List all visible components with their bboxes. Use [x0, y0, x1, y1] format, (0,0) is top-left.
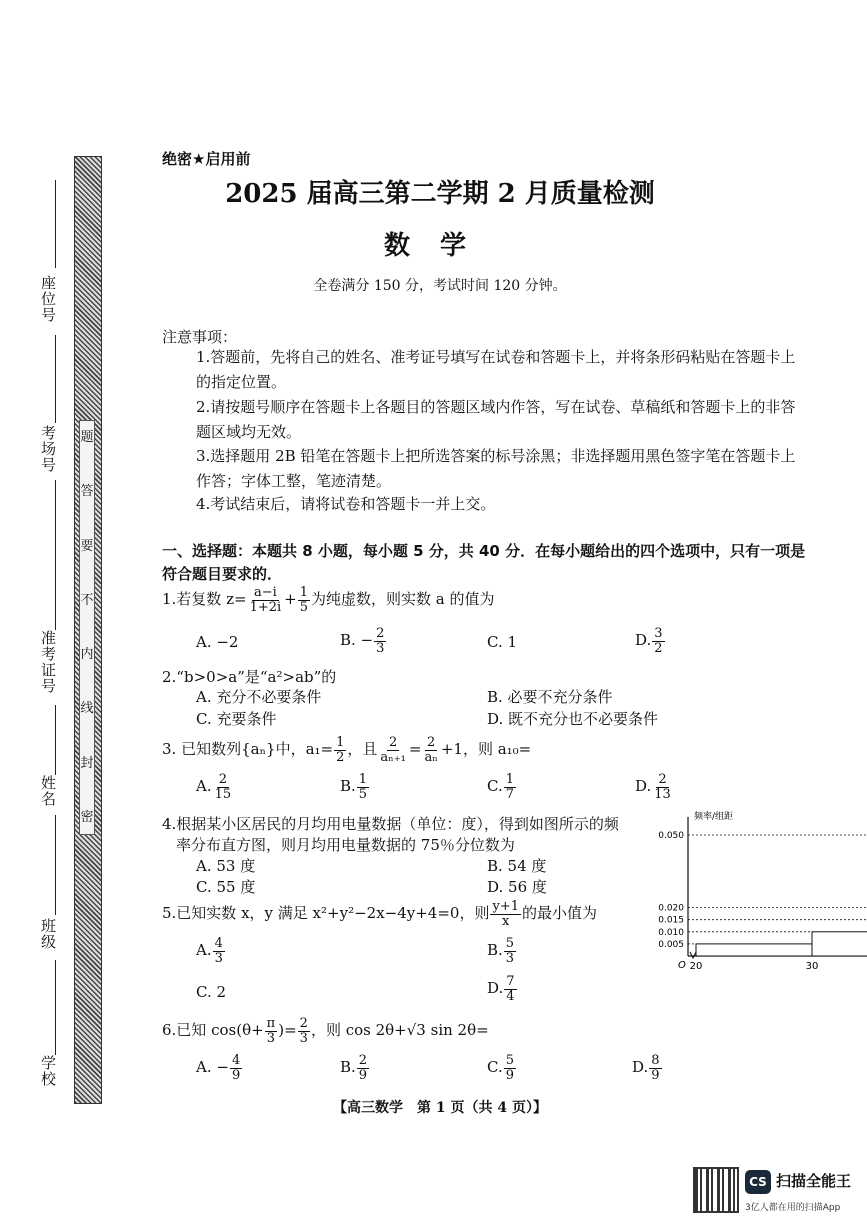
seal-char: 要 — [80, 538, 94, 554]
question-3: 3. 已知数列{aₙ}中，a₁= $\frac{1}{2}$ ，且 $\frac{2}{\text{aₙ₊₁}}$ = $\frac{2}{\text{aₙ}}$ +1，则 a₁₀= — [162, 735, 532, 765]
seal-notice — [79, 420, 95, 835]
histogram-bar — [696, 944, 812, 956]
option-a[interactable]: A. 53 度 — [196, 857, 256, 875]
seal-char: 线 — [80, 701, 94, 717]
option-d[interactable]: D. $\frac{7}{4}$ — [487, 974, 515, 1004]
question-1: 1.若复数 z= $\frac{a-i}{1+2i}$ + $\frac{1}{5}$ 为纯虚数，则实数 a 的值为 — [162, 585, 495, 615]
option-b[interactable]: B. $\frac{2}{9}$ — [340, 1053, 368, 1083]
scanner-tagline: 3亿人都在用的扫描App — [745, 1203, 841, 1213]
school-label: 学校 — [39, 1055, 57, 1087]
name-label: 姓名 — [39, 775, 57, 807]
ticket-number-label: 准考证号 — [39, 630, 57, 694]
option-a[interactable]: A. 充分不必要条件 — [196, 688, 322, 706]
y-tick-label: 0.020 — [658, 903, 684, 914]
class-label: 班级 — [39, 918, 57, 950]
option-c[interactable]: C. 充要条件 — [196, 710, 277, 728]
seat-room-line — [55, 335, 56, 423]
seal-char: 内 — [80, 647, 94, 663]
histogram-bar — [812, 932, 867, 956]
page-footer: 【高三数学 第 1 页（共 4 页）】 — [333, 1100, 547, 1116]
note-item: 3.选择题用 2B 铅笔在答题卡上把所选答案的标号涂黑；非选择题用黑色签字笔在答题卡上作答；字体工整，笔迹清楚。 — [196, 447, 796, 490]
seal-char: 题 — [80, 430, 94, 445]
note-item: 2.请按题号顺序在答题卡上各题目的答题区域内作答，写在试卷、草稿纸和答题卡上的非答题区域均无效。 — [196, 398, 796, 441]
question-6: 6.已知 cos(θ+ $\frac{\pi}{3}$ )= $\frac{2}{3}$ ，则 cos 2θ+√3 sin 2θ= — [162, 1016, 489, 1046]
option-a[interactable]: A. − $\frac{4}{9}$ — [196, 1053, 241, 1083]
y-tick-label: 0.010 — [658, 927, 684, 938]
option-a[interactable]: A. $\frac{4}{3}$ — [196, 936, 223, 966]
seal-char: 答 — [80, 484, 94, 500]
exam-room-label: 考场号 — [39, 425, 57, 473]
section-heading: 一、选择题：本题共 8 小题，每小题 5 分，共 40 分．在每小题给出的四个选项中，只有一项是符合题目要求的． — [162, 542, 806, 583]
subject-title: 数学 — [383, 231, 496, 261]
y-axis-label: 频率/组距 — [694, 811, 734, 822]
question-4-line-1: 4.根据某小区居民的月均用电量数据（单位：度），得到如图所示的频 — [162, 815, 619, 833]
y-tick-label: 0.050 — [658, 831, 684, 841]
seal-char: 密 — [80, 809, 94, 825]
option-a[interactable]: A. $\frac{2}{15}$ — [196, 772, 232, 802]
option-b[interactable]: B. $\frac{1}{5}$ — [340, 772, 368, 802]
seal-char: 不 — [80, 592, 94, 608]
option-c[interactable]: C. 2 — [196, 983, 227, 1001]
option-c[interactable]: C. $\frac{1}{7}$ — [487, 772, 514, 802]
secret-mark: 绝密★启用前 — [162, 150, 251, 168]
option-c[interactable]: C. 55 度 — [196, 878, 256, 896]
seat-number-line — [55, 180, 56, 268]
y-tick-label: 0.005 — [658, 939, 684, 950]
full-score-note: 全卷满分 150 分，考试时间 120 分钟。 — [313, 278, 567, 294]
y-tick-label: 0.015 — [658, 915, 684, 926]
option-b[interactable]: B. 54 度 — [487, 857, 547, 875]
qr-code-icon — [693, 1167, 739, 1213]
scanner-app-name: 扫描全能王 — [776, 1172, 852, 1190]
x-tick-label: 20 — [689, 961, 703, 972]
note-item: 1.答题前，先将自己的姓名、准考证号填写在试卷和答题卡上，并将条形码粘贴在答题卡上的指定位置。 — [196, 348, 796, 391]
option-d[interactable]: D. 既不充分也不必要条件 — [487, 710, 659, 728]
seal-char: 封 — [80, 755, 94, 771]
school-line — [55, 960, 56, 1055]
option-d[interactable]: D. $\frac{8}{9}$ — [632, 1053, 660, 1083]
option-b[interactable]: B. 必要不充分条件 — [487, 688, 613, 706]
axis-break-mark — [690, 952, 696, 958]
question-5: 5.已知实数 x，y 满足 x²+y²−2x−4y+4=0，则 $\frac{y+1}{x}$ 的最小值为 — [162, 899, 597, 929]
option-b[interactable]: B. $\frac{5}{3}$ — [487, 936, 515, 966]
exam-title: 2025 届高三第二学期 2 月质量检测 — [225, 179, 655, 209]
note-item: 4.考试结束后，请将试卷和答题卡一并上交。 — [196, 495, 496, 513]
frequency-histogram — [640, 808, 819, 978]
notes-heading: 注意事项： — [162, 328, 238, 346]
option-c[interactable]: C. $\frac{5}{9}$ — [487, 1053, 514, 1083]
option-d[interactable]: D. $\frac{2}{13}$ — [635, 772, 671, 802]
class-line — [55, 815, 56, 915]
option-b[interactable]: B. − $\frac{2}{3}$ — [340, 626, 385, 656]
camscanner-logo-icon: CS — [745, 1170, 771, 1194]
ticket-number-line — [55, 480, 56, 630]
origin-label: O — [678, 960, 686, 971]
option-a[interactable]: A. −2 — [196, 633, 239, 651]
option-d[interactable]: D. 56 度 — [487, 878, 547, 896]
option-d[interactable]: D. $\frac{3}{2}$ — [635, 626, 663, 656]
option-c[interactable]: C. 1 — [487, 633, 518, 651]
question-2: 2.“b>0>a”是“a²>ab”的 — [162, 668, 337, 686]
x-tick-label: 30 — [805, 961, 819, 972]
seat-number-label: 座位号 — [39, 275, 57, 323]
name-line — [55, 705, 56, 775]
question-4-line-2: 率分布直方图，则月均用电量数据的 75％分位数为 — [176, 836, 515, 854]
